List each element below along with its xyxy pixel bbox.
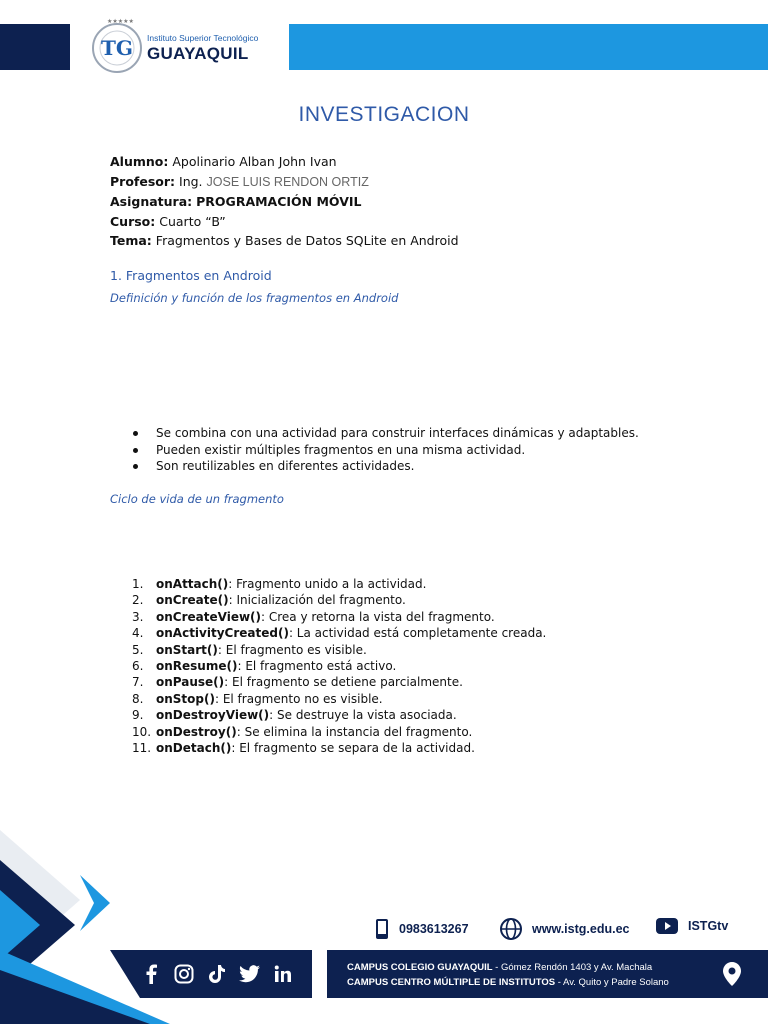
list-item: Pueden existir múltiples fragmentos en una misma actividad. — [132, 442, 639, 459]
list-item: 4. onActivityCreated() : La actividad está completamente creada. — [132, 626, 547, 641]
social-icons — [140, 963, 294, 985]
subheading-definition: Definición y función de los fragmentos en Android — [110, 291, 399, 305]
phone-icon — [375, 918, 389, 940]
globe-icon — [500, 918, 522, 940]
header-navy-bar — [0, 24, 70, 70]
list-item: 6. onResume() : El fragmento está activo. — [132, 659, 397, 674]
facebook-icon[interactable] — [140, 963, 162, 985]
list-item: 8. onStop() : El fragmento no es visible. — [132, 691, 383, 706]
youtube-contact — [656, 918, 728, 934]
list-item: Se combina con una actividad para construir interfaces dinámicas y adaptables. — [132, 425, 639, 442]
list-item: 2. onCreate() : Inicialización del fragmento. — [132, 593, 406, 608]
subject-line: Asignatura: PROGRAMACIÓN MÓVIL — [110, 194, 362, 209]
linkedin-icon[interactable] — [272, 963, 294, 985]
tiktok-icon[interactable] — [206, 963, 228, 985]
header-blue-bar — [289, 24, 768, 70]
page-title: INVESTIGACION — [298, 103, 470, 126]
list-item: 1. onAttach() : Fragmento unido a la actividad. — [132, 577, 427, 591]
campus-line-1: CAMPUS COLEGIO GUAYAQUIL - Gómez Rendón 1403 y Av. Machala — [347, 962, 653, 973]
instagram-icon[interactable] — [173, 963, 195, 985]
list-item: 5. onStart() : El fragmento es visible. — [132, 642, 367, 657]
youtube-icon — [656, 918, 678, 934]
fragment-bullets — [132, 425, 639, 475]
document-meta — [110, 152, 459, 251]
list-item: 3. onCreateView() : Crea y retorna la vista del fragmento. — [132, 609, 495, 624]
list-item: 10. onDestroy() : Se elimina la instancia del fragmento. — [132, 724, 473, 739]
svg-text:TG: TG — [101, 36, 133, 60]
twitter-icon[interactable] — [239, 963, 261, 985]
institute-logo — [92, 21, 282, 75]
subheading-lifecycle: Ciclo de vida de un fragmento — [110, 492, 284, 506]
lifecycle-list — [132, 576, 546, 756]
campus-info-box — [327, 950, 768, 998]
logo-monogram-icon — [97, 28, 137, 68]
institute-name: GUAYAQUIL — [147, 43, 249, 63]
list-item: 11. onDetach() : El fragmento se separa de la actividad. — [132, 741, 475, 756]
list-item: 7. onPause() : El fragmento se detiene parcialmente. — [132, 675, 463, 690]
logo-stars: ★★★★★ — [107, 19, 134, 25]
topic-line: Tema: Fragmentos y Bases de Datos SQLite en Android — [110, 233, 459, 248]
student-line: Alumno: Apolinario Alban John Ivan — [110, 154, 337, 169]
phone-contact: 0983613267 — [375, 918, 469, 940]
course-line: Curso: Cuarto “B” — [110, 213, 226, 229]
list-item: Son reutilizables en diferentes actividades. — [132, 458, 639, 475]
website-contact — [500, 918, 629, 940]
logo-seal — [92, 19, 142, 73]
teacher-line: Profesor: Ing. JOSE LUIS RENDON ORTIZ — [110, 173, 369, 189]
location-pin-icon — [722, 961, 742, 992]
campus-line-2: CAMPUS CENTRO MÚLTIPLE DE INSTITUTOS - Av. Quito y Padre Solano — [347, 977, 669, 988]
institute-subtitle: Instituto Superior Tecnológico — [147, 33, 259, 44]
section-heading-fragments: 1. Fragmentos en Android — [110, 268, 272, 283]
website-link[interactable]: www.istg.edu.ec — [532, 922, 630, 936]
youtube-link[interactable]: ISTGtv — [688, 919, 729, 933]
list-item: 9. onDestroyView() : Se destruye la vista asociada. — [132, 708, 457, 723]
